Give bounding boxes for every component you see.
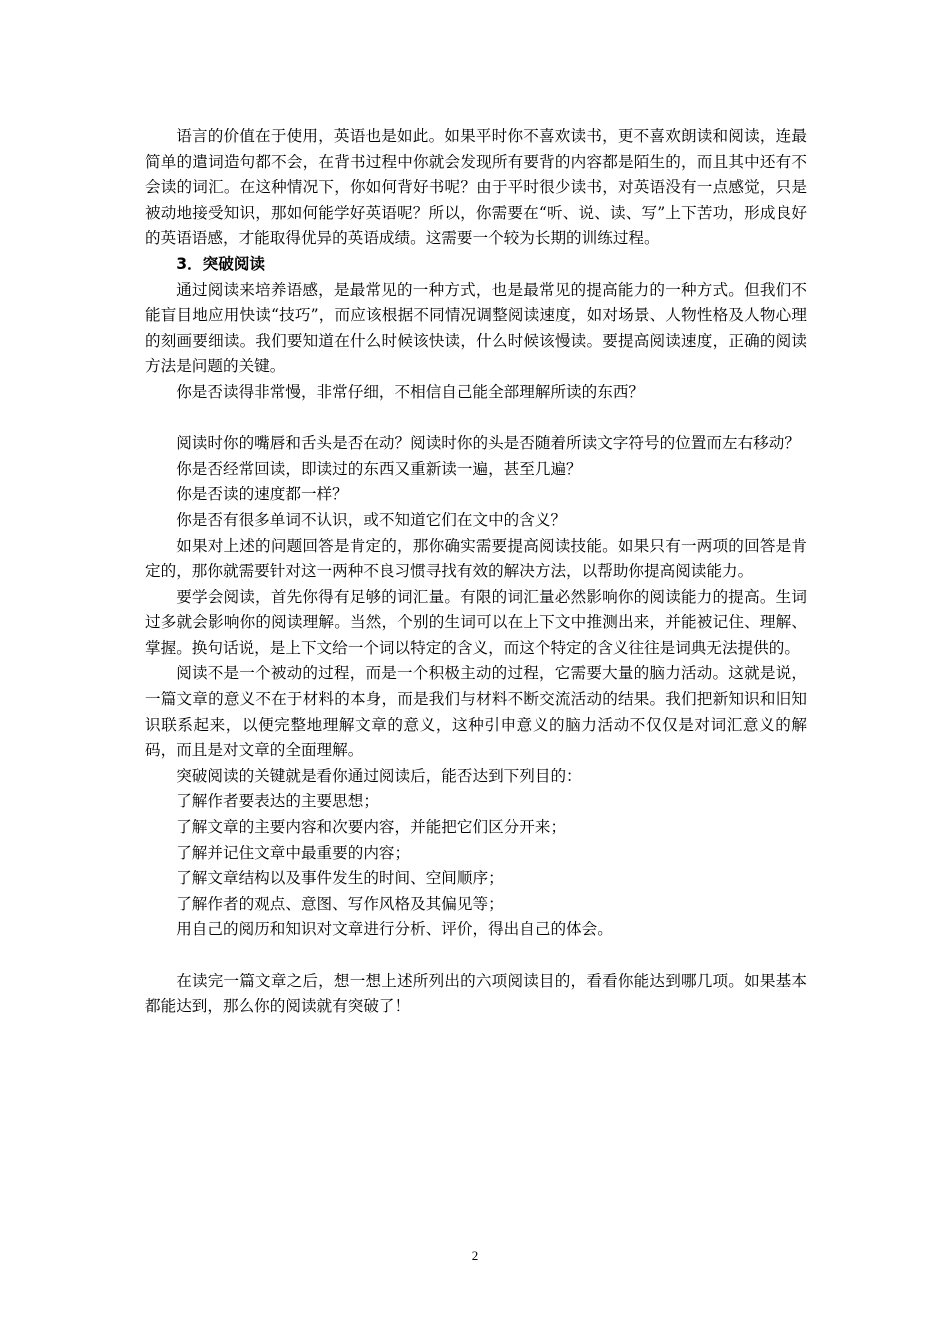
blank-line [145,406,807,432]
goal-item-3: 了解并记住文章中最重要的内容； [176,843,411,862]
goal-item-4: 了解文章结构以及事件发生的时间、空间顺序； [176,869,504,888]
goal-item-6: 用自己的阅历和知识对文章进行分析、评价，得出自己的体会。 [176,920,613,939]
intro-paragraph: 语言的价值在于使用，英语也是如此。如果平时你不喜欢读书，更不喜欢朗读和阅读，连最简单的遣词造句都不会，在背书过程中你就会发现所有要背的内容都是陌生的，而且其中还有不会读的词汇。在这种情况下，你如何背好书呢？由于平时很少读书，对英语没有一点感觉，只是被动地接受知识，那如何能学好英语呢？所以，你需要在“听、说、读、写”上下苦功，形成良好的英语语感，才能取得优异的英语成绩。这需要一个较为长期的训练过程。 [145,127,807,248]
question-5: 你是否有很多单词不认识，或不知道它们在文中的含义？ [176,510,567,529]
goal-item-1: 了解作者要表达的主要思想； [176,792,379,811]
section-intro-paragraph: 通过阅读来培养语感，是最常见的一种方式，也是最常见的提高能力的一种方式。但我们不能盲目地应用快读“技巧”，而应该根据不同情况调整阅读速度，如对场景、人物性格及人物心理的刻画要细读。我们要知道在什么时候该快读，什么时候该慢读。要提高阅读速度，正确的阅读方法是问题的关键。 [145,280,807,376]
active-reading-paragraph: 阅读不是一个被动的过程，而是一个积极主动的过程，它需要大量的脑力活动。这就是说，一篇文章的意义不在于材料的本身，而是我们与材料不断交流活动的结果。我们把新知识和旧知识联系起来，以便完整地理解文章的意义，这种引申意义的脑力活动不仅仅是对词汇意义的解码，而且是对文章的全面理解。 [145,664,807,760]
question-1: 你是否读得非常慢，非常仔细，不相信自己能全部理解所读的东西？ [176,382,645,401]
vocabulary-paragraph: 要学会阅读，首先你得有足够的词汇量。有限的词汇量必然影响你的阅读能力的提高。生词过多就会影响你的阅读理解。当然，个别的生词可以在上下文中推测出来，并能被记住、理解、掌握。换句话说，是上下文给一个词以特定的含义，而这个特定的含义往往是词典无法提供的。 [145,587,807,657]
goal-item-5: 了解作者的观点、意图、写作风格及其偏见等； [176,894,504,913]
page-number: 2 [471,1248,479,1263]
blank-line [145,943,807,969]
question-3: 你是否经常回读，即读过的东西又重新读一遍，甚至几遍？ [176,459,582,478]
goal-item-2: 了解文章的主要内容和次要内容，并能把它们区分开来； [176,818,567,837]
document-body [145,124,807,1020]
goals-intro: 突破阅读的关键就是看你通过阅读后，能否达到下列目的： [176,766,582,785]
section-heading: 3．突破阅读 [176,254,266,273]
question-2: 阅读时你的嘴唇和舌头是否在动？阅读时你的头是否随着所读文字符号的位置而左右移动？ [176,434,800,453]
question-4: 你是否读的速度都一样？ [176,485,348,504]
answer-paragraph: 如果对上述的问题回答是肯定的，那你确实需要提高阅读技能。如果只有一两项的回答是肯定的，那你就需要针对这一两种不良习惯寻找有效的解决方法，以帮助你提高阅读能力。 [145,536,807,581]
closing-paragraph: 在读完一篇文章之后，想一想上述所列出的六项阅读目的，看看你能达到哪几项。如果基本都能达到，那么你的阅读就有突破了！ [145,971,807,1016]
